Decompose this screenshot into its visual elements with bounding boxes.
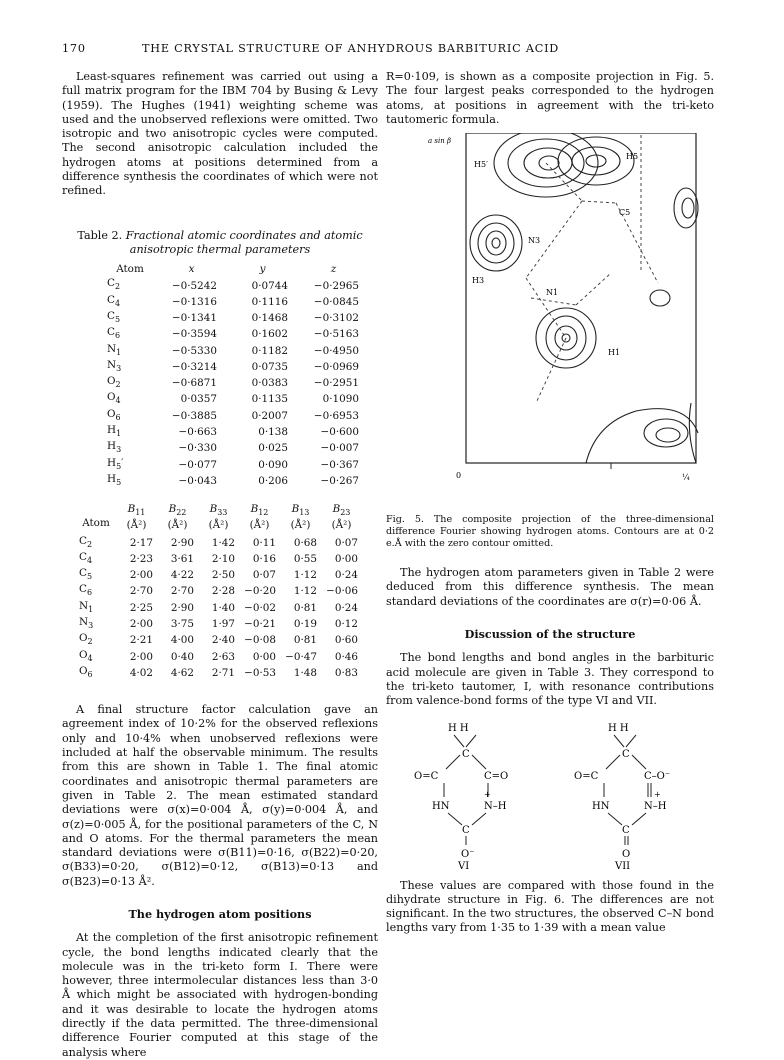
thermal-value: 4·00 xyxy=(170,634,194,647)
coord-row xyxy=(104,473,369,489)
fourier-projection-plot xyxy=(386,133,714,508)
coord-value: −0·3102 xyxy=(313,312,359,325)
coord-row xyxy=(104,424,369,440)
thermal-value: 2·21 xyxy=(129,634,153,647)
thermal-value: 4·22 xyxy=(170,569,194,582)
svg-text:C–O⁻: C–O⁻ xyxy=(644,770,671,782)
coord-value: 0·1090 xyxy=(322,393,359,406)
thermal-value: 4·02 xyxy=(129,666,153,679)
coord-value: −0·3214 xyxy=(171,360,217,373)
paragraph-r-factor: R=0·109, is shown as a composite projection in Fig. 5. The four largest peaks corresponded to the hydrogen atoms, at positions in agreement with the tri-keto tautomeric formula. xyxy=(386,70,714,126)
svg-text:N–H: N–H xyxy=(484,800,507,812)
thermal-row xyxy=(76,551,362,567)
thermal-parameters-table xyxy=(76,503,362,681)
thermal-value: 0·00 xyxy=(334,552,358,565)
b-header-0: Atom xyxy=(82,517,110,530)
thermal-value: 2·70 xyxy=(129,585,153,598)
thermal-value: 2·10 xyxy=(211,552,235,565)
svg-text:C: C xyxy=(462,824,470,836)
coord-value: −0·0845 xyxy=(313,295,359,308)
thermal-value: 3·75 xyxy=(170,618,194,631)
coord-row xyxy=(104,408,369,424)
thermal-value: 2·23 xyxy=(129,552,153,565)
thermal-value: 2·71 xyxy=(211,666,235,679)
thermal-value: −0·21 xyxy=(244,618,276,631)
coord-header-1: x xyxy=(188,263,195,276)
coord-value: −0·1316 xyxy=(171,295,217,308)
label-h5: H5 xyxy=(626,152,639,162)
thermal-value: −0·08 xyxy=(244,634,276,647)
coord-row xyxy=(104,294,369,310)
svg-text:H H: H H xyxy=(448,722,469,734)
thermal-value: 0·60 xyxy=(334,634,358,647)
coord-row xyxy=(104,277,369,293)
coord-value: −0·0969 xyxy=(313,360,359,373)
atom-label: $N_1$ xyxy=(107,342,122,357)
thermal-row xyxy=(76,616,362,632)
thermal-value: 2·63 xyxy=(211,650,235,663)
thermal-row xyxy=(76,665,362,681)
paragraph-bond-lengths: The bond lengths and bond angles in the barbituric acid molecule are given in Table 3. They correspond to the tri-keto tautomer, I, with resonance contributions from valence-bond forms of the type VI and VII. xyxy=(386,651,714,708)
coord-row xyxy=(104,310,369,326)
thermal-value: −0·47 xyxy=(285,650,317,663)
svg-text:C: C xyxy=(622,748,630,760)
table-2-caption xyxy=(62,229,378,258)
coord-value: −0·077 xyxy=(178,458,217,471)
resonance-structures xyxy=(386,719,714,869)
paragraph-hydrogen: At the completion of the first anisotropic refinement cycle, the bond lengths indicated clearly that the molecule was in the tri-keto form I. There were however, three intermolecular distances less than 3·0 Å which might be associated with hydrogen-bonding and it was desirable to locate the hydrogen atoms directly if the data permitted. The three-dimensional difference Fourier computed at this stage of the analysis where xyxy=(62,931,378,1059)
thermal-value: 0·81 xyxy=(293,601,317,614)
label-quarter: ¼ xyxy=(682,473,690,483)
paragraph-hydrogen-parameters: The hydrogen atom parameters given in Table 2 were deduced from this difference synthesis. The mean standard deviations of the coordinates are σ(r)=0·06 Å. xyxy=(386,566,714,608)
svg-text:C=O: C=O xyxy=(484,770,509,782)
paragraph-comparison: These values are compared with those found in the dihydrate structure in Fig. 6. The differences are not significant. In the two structures, the observed C–N bond lengths vary from 1·35 to 1·39 with a mean value xyxy=(386,878,714,935)
thermal-value: 2·90 xyxy=(170,536,194,549)
thermal-value: 4·62 xyxy=(170,666,194,679)
b-header-5: $B_{13}$ (Å²) xyxy=(290,503,311,532)
thermal-value: 1·42 xyxy=(211,536,235,549)
atom-label: $O_2$ xyxy=(107,375,121,390)
label-vi: VI xyxy=(458,860,470,869)
minor-contours xyxy=(586,188,698,463)
coord-row xyxy=(104,359,369,375)
figure-5-fourier xyxy=(386,133,714,508)
thermal-value: 2·17 xyxy=(129,536,153,549)
atom-label: $C_4$ xyxy=(107,293,121,308)
label-vii: VII xyxy=(615,860,631,869)
b-header-3: $B_{33}$ (Å²) xyxy=(208,503,229,532)
thermal-value: −0·53 xyxy=(244,666,276,679)
thermal-value: 0·24 xyxy=(334,569,358,582)
table-2-label: Table 2. xyxy=(77,228,123,242)
coord-row xyxy=(104,457,369,473)
coord-header-3: z xyxy=(330,263,337,276)
atom-label: $N_1$ xyxy=(79,599,94,614)
thermal-value: 2·50 xyxy=(211,569,235,582)
paragraph-agreement-index: A final structure factor calculation gave an agreement index of 10·2% for the observed reflexions only and 10·4% when unobserved reflexions were included at half the observable minimum. The results from this are shown in Table 1. The final atomic coordinates and anisotropic thermal parameters are given in Table 2. The mean estimated standard deviations were σ(x)=0·004 Å, σ(y)=0·004 Å, and σ(z)=0·005 Å, for the positional parameters of the C, N and O atoms. For the thermal parameters the mean standard deviations were σ(B11)=0·16, σ(B22)=0·20, σ(B33)=0·20, σ(B12)=0·12, σ(B13)=0·13 and σ(B23)=0·13 Å². xyxy=(62,703,378,888)
thermal-value: 0·24 xyxy=(334,601,358,614)
coord-row xyxy=(104,440,369,456)
thermal-value: 3·61 xyxy=(170,552,194,565)
atom-label: $N_3$ xyxy=(107,358,122,373)
coord-value: 0·0744 xyxy=(251,279,288,292)
atom-label: $C_6$ xyxy=(107,326,121,341)
svg-text:N–H: N–H xyxy=(644,800,667,812)
atom-label: $C_5$ xyxy=(107,310,121,325)
coord-value: −0·4950 xyxy=(313,344,359,357)
thermal-value: 0·16 xyxy=(252,552,276,565)
svg-text:+: + xyxy=(484,789,491,799)
label-origin: 0 xyxy=(456,471,462,481)
thermal-value: 0·55 xyxy=(293,552,317,565)
coord-value: 0·1116 xyxy=(251,295,288,308)
coord-value: 0·1182 xyxy=(251,344,288,357)
plot-frame xyxy=(466,133,696,463)
thermal-value: 2·90 xyxy=(170,601,194,614)
label-c5: C5 xyxy=(619,208,631,218)
thermal-value: 0·83 xyxy=(334,666,358,679)
coord-value: 0·025 xyxy=(258,442,288,455)
thermal-value: 0·07 xyxy=(334,536,358,549)
label-n3: N3 xyxy=(528,236,541,246)
atom-label: $C_5$ xyxy=(79,567,93,582)
structures-drawing xyxy=(386,719,714,869)
coord-value: −0·007 xyxy=(320,442,359,455)
thermal-value: −0·02 xyxy=(244,601,276,614)
thermal-value: 0·19 xyxy=(293,618,317,631)
axis-label: a sin β xyxy=(428,137,452,146)
coord-row xyxy=(104,375,369,391)
coord-value: −0·6871 xyxy=(171,377,217,390)
thermal-value: 0·40 xyxy=(170,650,194,663)
h5-prime-peak-contours xyxy=(494,133,634,197)
coord-row xyxy=(104,343,369,359)
label-h3: H3 xyxy=(472,276,485,286)
structure-vi xyxy=(414,723,508,869)
svg-text:+: + xyxy=(654,789,661,799)
atom-label: $H_3$ xyxy=(107,440,122,455)
coord-value: −0·2965 xyxy=(313,279,359,292)
svg-text:C: C xyxy=(462,748,470,760)
svg-text:O: O xyxy=(622,848,631,860)
atom-label: $C_2$ xyxy=(79,534,93,549)
coord-value: −0·3594 xyxy=(171,328,217,341)
page-number: 170 xyxy=(62,42,86,55)
coord-header-0: Atom xyxy=(116,263,144,276)
coord-value: −0·5242 xyxy=(171,279,217,292)
thermal-value: 0·07 xyxy=(252,569,276,582)
atom-label: $H_1$ xyxy=(107,424,122,439)
thermal-row xyxy=(76,567,362,583)
coord-value: −0·043 xyxy=(178,474,217,487)
coord-value: 0·206 xyxy=(258,474,288,487)
thermal-value: 0·00 xyxy=(252,650,276,663)
running-title: THE CRYSTAL STRUCTURE OF ANHYDROUS BARBITURIC ACID xyxy=(142,42,560,55)
svg-text:O⁻: O⁻ xyxy=(461,848,475,860)
atom-label: $C_4$ xyxy=(79,550,93,565)
label-h1: H1 xyxy=(608,348,621,358)
label-h5-prime: H5′ xyxy=(474,160,488,170)
heading-discussion: Discussion of the structure xyxy=(464,627,636,642)
coord-value: 0·090 xyxy=(258,458,288,471)
atom-label: $O_4$ xyxy=(79,648,93,663)
coord-value: −0·5330 xyxy=(171,344,217,357)
atom-label: $O_4$ xyxy=(107,391,121,406)
running-header xyxy=(62,42,722,58)
atom-label: $H_5$ xyxy=(107,472,122,487)
b-header-1: $B_{11}$ (Å²) xyxy=(126,503,147,532)
thermal-value: 2·28 xyxy=(211,585,235,598)
thermal-value: 2·00 xyxy=(129,650,153,663)
table-2-title: Fractional atomic coordinates and atomic anisotropic thermal parameters xyxy=(125,228,363,256)
svg-text:O=C: O=C xyxy=(574,770,599,782)
thermal-value: 2·00 xyxy=(129,618,153,631)
thermal-value: 0·46 xyxy=(334,650,358,663)
thermal-row xyxy=(76,600,362,616)
figure-5-caption: Fig. 5. The composite projection of the three-dimensional difference Fourier showing hydrogen atoms. Contours are at 0·2 e.Å with the zero contour omitted. xyxy=(386,514,714,550)
coord-value: −0·1341 xyxy=(171,312,217,325)
right-column xyxy=(386,70,714,936)
svg-text:HN: HN xyxy=(592,800,610,812)
svg-text:O=C: O=C xyxy=(414,770,439,782)
coord-value: 0·0357 xyxy=(180,393,217,406)
coord-row xyxy=(104,391,369,407)
coord-row xyxy=(104,326,369,342)
svg-text:HN: HN xyxy=(432,800,450,812)
atom-label: $O_2$ xyxy=(79,632,93,647)
thermal-value: 1·12 xyxy=(293,585,317,598)
atom-label: $C_6$ xyxy=(79,583,93,598)
coord-value: 0·0735 xyxy=(251,360,288,373)
paragraph-refinement: Least-squares refinement was carried out using a full matrix program for the IBM 704 by Busing & Levy (1959). The Hughes (1941) weighting scheme was used and the unobserved reflexions were omitted. Two isotropic and two anisotropic cycles were computed. The second anisotropic calculation included the hydrogen atoms at positions determined from a difference synthesis the coordinates of which were not refined. xyxy=(62,70,378,198)
heading-hydrogen-positions: The hydrogen atom positions xyxy=(128,907,312,921)
coord-value: −0·2951 xyxy=(313,377,359,390)
coordinates-table xyxy=(104,263,369,489)
thermal-row xyxy=(76,583,362,599)
thermal-value: 1·48 xyxy=(293,666,317,679)
thermal-value: 0·11 xyxy=(252,536,276,549)
coord-header-2: y xyxy=(259,263,266,276)
thermal-value: 2·00 xyxy=(129,569,153,582)
thermal-value: 0·68 xyxy=(293,536,317,549)
thermal-row xyxy=(76,535,362,551)
atom-label: $O_6$ xyxy=(79,664,93,679)
left-column xyxy=(62,70,378,1060)
thermal-value: 0·12 xyxy=(334,618,358,631)
thermal-value: 1·12 xyxy=(293,569,317,582)
thermal-value: −0·20 xyxy=(244,585,276,598)
coord-value: −0·267 xyxy=(320,474,359,487)
coord-value: 0·1602 xyxy=(251,328,288,341)
coord-value: −0·3885 xyxy=(171,409,217,422)
coord-value: −0·367 xyxy=(320,458,359,471)
structure-vii xyxy=(574,723,670,869)
b-header-2: $B_{22}$ (Å²) xyxy=(167,503,188,532)
thermal-value: 1·40 xyxy=(211,601,235,614)
thermal-row xyxy=(76,649,362,665)
atom-label: $O_6$ xyxy=(107,407,121,422)
thermal-row xyxy=(76,632,362,648)
b-header-6: $B_{23}$ (Å²) xyxy=(331,503,352,532)
thermal-value: 2·25 xyxy=(129,601,153,614)
svg-text:H H: H H xyxy=(608,722,629,734)
coord-value: 0·138 xyxy=(258,426,288,439)
thermal-value: 1·97 xyxy=(211,618,235,631)
atom-label: $N_3$ xyxy=(79,616,94,631)
svg-text:C: C xyxy=(622,824,630,836)
label-n1: N1 xyxy=(546,288,559,298)
thermal-value: 0·81 xyxy=(293,634,317,647)
coord-value: −0·663 xyxy=(178,426,217,439)
coord-value: 0·1468 xyxy=(251,312,288,325)
thermal-value: 2·70 xyxy=(170,585,194,598)
coord-value: 0·1135 xyxy=(251,393,288,406)
coord-value: −0·330 xyxy=(178,442,217,455)
thermal-value: 2·40 xyxy=(211,634,235,647)
coord-value: −0·5163 xyxy=(313,328,359,341)
coord-value: 0·2007 xyxy=(251,409,288,422)
thermal-value: −0·06 xyxy=(326,585,358,598)
coord-value: 0·0383 xyxy=(251,377,288,390)
b-header-4: $B_{12}$ (Å²) xyxy=(249,503,270,532)
coord-value: −0·6953 xyxy=(313,409,359,422)
atom-label: $C_2$ xyxy=(107,277,121,292)
h3-peak-contours xyxy=(470,215,522,271)
atom-label: $H_5'$ xyxy=(107,456,124,471)
coord-value: −0·600 xyxy=(320,426,359,439)
